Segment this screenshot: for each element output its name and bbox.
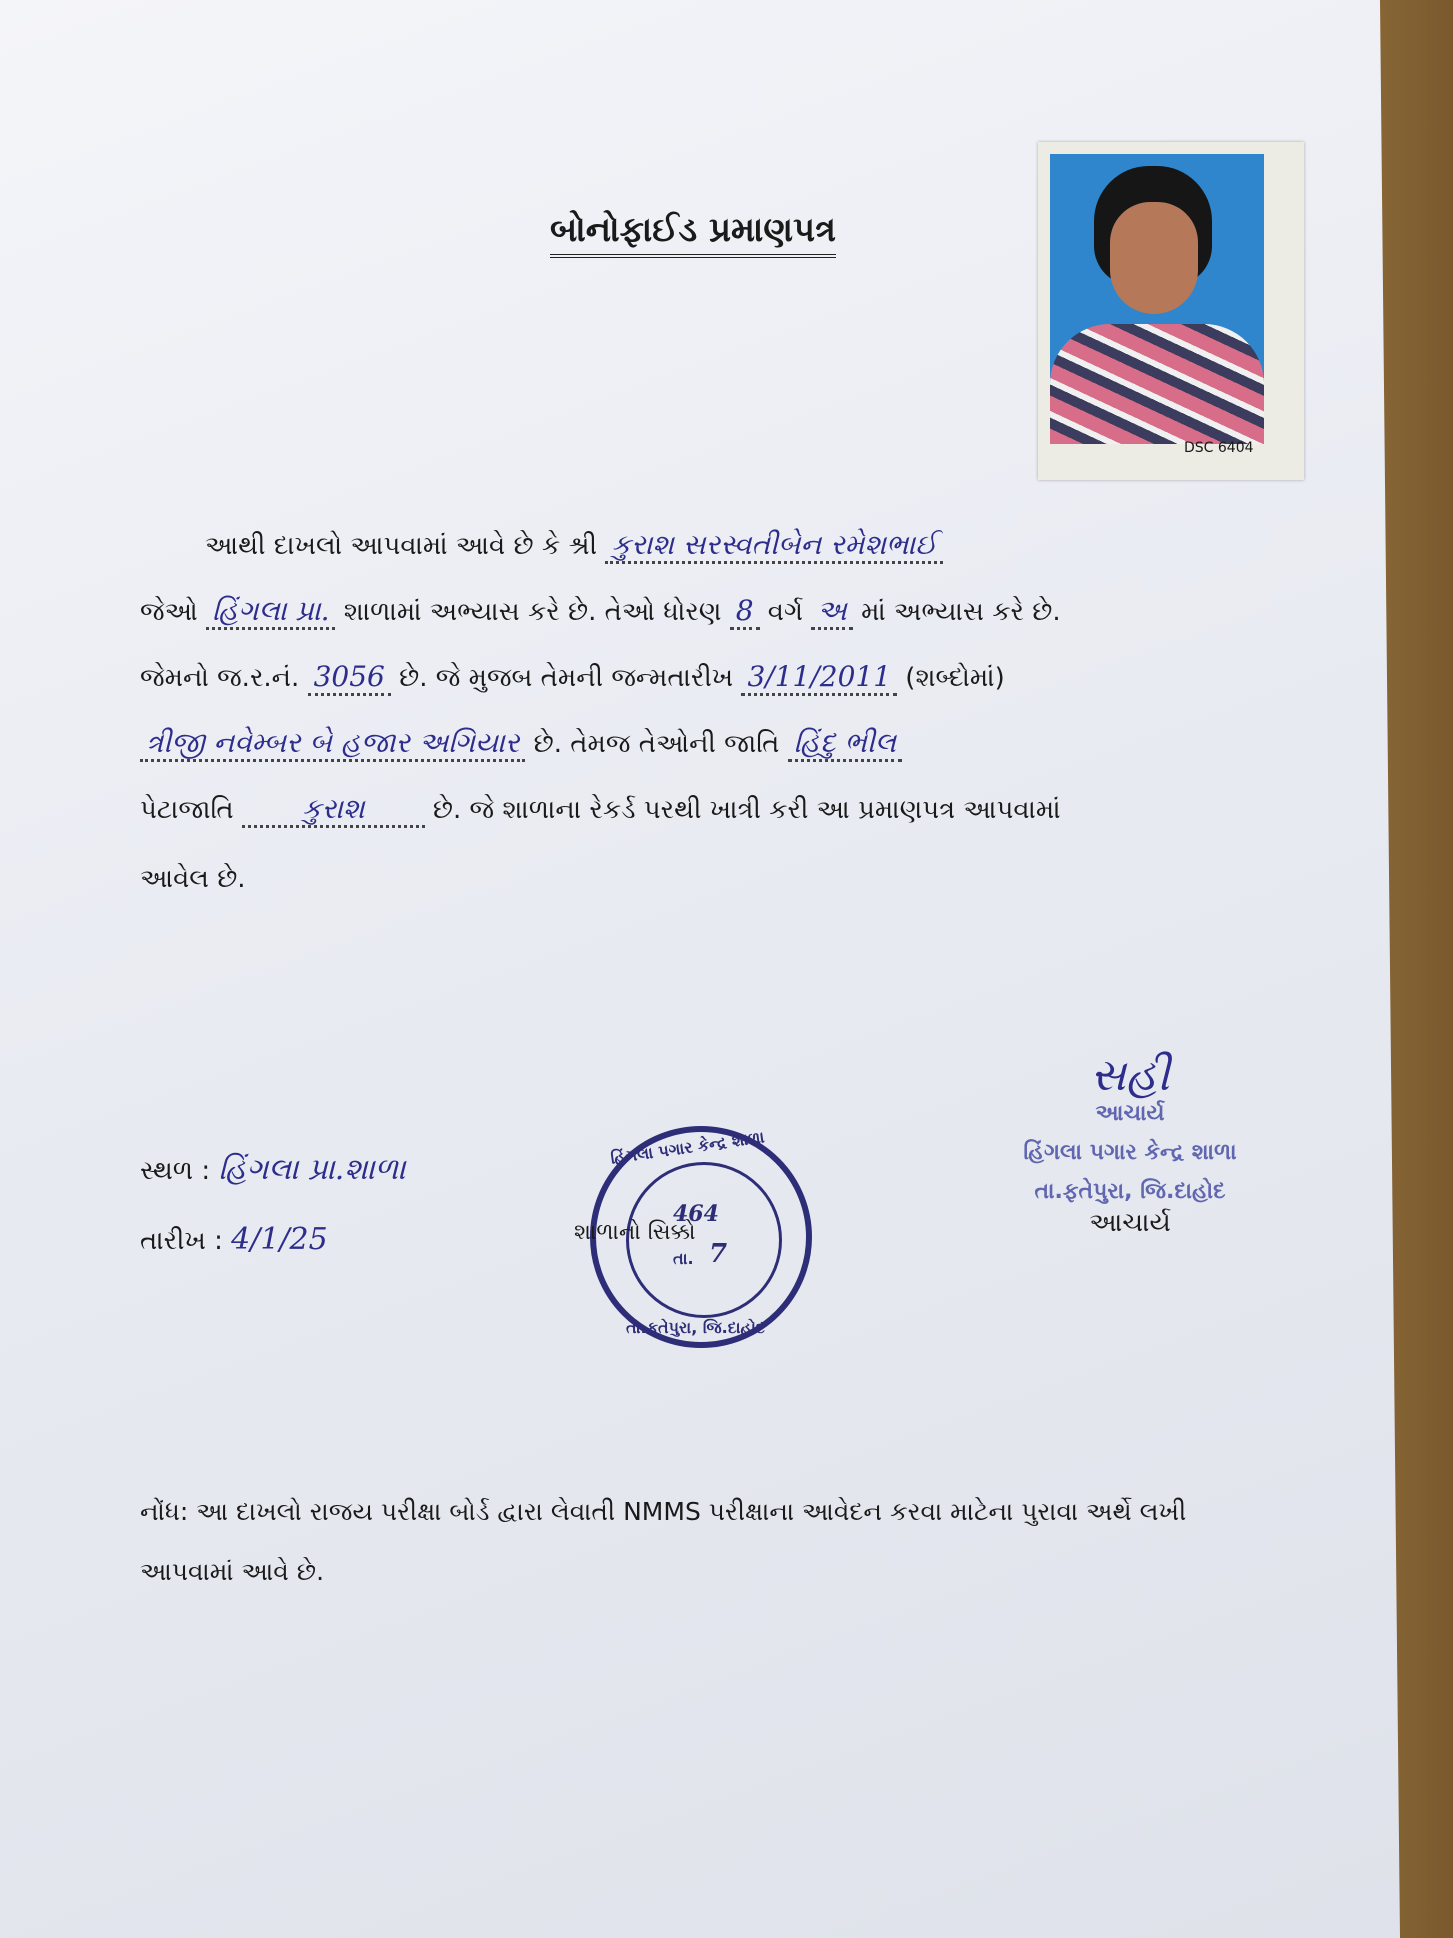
line2-suffix: માં અભ્યાસ કરે છે. <box>861 597 1061 627</box>
place-label: સ્થળ : <box>140 1156 211 1186</box>
body-line-2 <box>140 594 1061 628</box>
photo-label: DSC 6404 <box>1184 440 1254 456</box>
seal-inner-prefix: તા. <box>673 1249 694 1268</box>
sub-caste-field: કુરાશ <box>242 792 425 828</box>
date-value: 4/1/25 <box>231 1222 328 1257</box>
division-label: વર્ગ <box>767 597 803 627</box>
stamp-role: આચાર્ય <box>1095 1101 1165 1126</box>
photo-image <box>1050 154 1264 444</box>
student-photo <box>1038 142 1304 480</box>
line2-mid: શાળામાં અભ્યાસ કરે છે. તેઓ ધોરણ <box>343 597 722 627</box>
register-no-field: 3056 <box>308 660 391 696</box>
line1-prefix: આથી દાખલો આપવામાં આવે છે કે શ્રી <box>205 531 598 561</box>
date-row <box>140 1222 328 1257</box>
seal-label: શાળાનો સિક્કો <box>574 1220 696 1245</box>
date-label: તારીખ : <box>140 1226 223 1256</box>
body-line-4 <box>140 726 902 760</box>
line5-suffix: છે. જે શાળાના રેકર્ડ પરથી ખાત્રી કરી આ પ્રમાણપત્ર આપવામાં <box>432 795 1061 825</box>
note: નોંધ: આ દાખલો રાજય પરીક્ષા બોર્ડ દ્વારા લેવાતી NMMS પરીક્ષાના આવેદન કરવા માટેના પુરાવા અર્થે લખી આપવામાં આવે છે. <box>140 1497 1187 1586</box>
place-value: હિંગલા પ્રા.શાળા <box>218 1152 406 1187</box>
seal-top-text: હિંગલા પગાર કેન્દ્ર શાળા <box>609 1127 766 1168</box>
school-name-field: હિંગલા પ્રા. <box>206 594 336 630</box>
division-field: અ <box>811 594 853 630</box>
seal-bottom-text: તા.ફતેપુરા, જિ.દાહોદ <box>626 1318 765 1337</box>
seal-number: 464 <box>673 1201 719 1227</box>
line4-mid: છે. તેમજ તેઓની જાતિ <box>533 729 780 759</box>
stamp-place: તા.ફતેપુરા, જિ.દાહોદ <box>1034 1179 1226 1204</box>
body-line-5 <box>140 792 1061 826</box>
line3-mid: છે. જે મુજબ તેમની જન્મતારીખ <box>399 663 734 693</box>
principal-title: આચાર્ય <box>1089 1208 1171 1238</box>
register-label: જેમનો જ.ર.નં. <box>140 663 300 693</box>
birth-date-words-field: ત્રીજી નવેમ્બર બે હજાર અગિયાર <box>140 726 525 762</box>
handwritten-signature: સહી <box>1090 1050 1170 1101</box>
body-line-1 <box>205 528 943 562</box>
birth-date-field: 3/11/2011 <box>741 660 897 696</box>
place-row <box>140 1152 406 1187</box>
sub-caste-label: પેટાજાતિ <box>140 795 234 825</box>
caste-field: હિંદુ ભીલ <box>788 726 902 762</box>
standard-field: 8 <box>730 594 760 630</box>
principal-signature-block <box>980 1050 1280 1239</box>
body-line-6: આવેલ છે. <box>140 864 246 894</box>
body-line-3 <box>140 660 1005 694</box>
certificate-title: બોનોફાઈડ પ્રમાણપત્ર <box>550 210 836 258</box>
in-words-label: (શબ્દોમાં) <box>905 663 1005 693</box>
seal-inner-value: 7 <box>709 1239 728 1269</box>
line2-prefix: જેઓ <box>140 597 198 627</box>
student-name-field: કુરાશ સરસ્વતીબેન રમેશભાઈ <box>605 528 943 564</box>
stamp-school: હિંગલા પગાર કેન્દ્ર શાળા <box>1023 1140 1237 1165</box>
